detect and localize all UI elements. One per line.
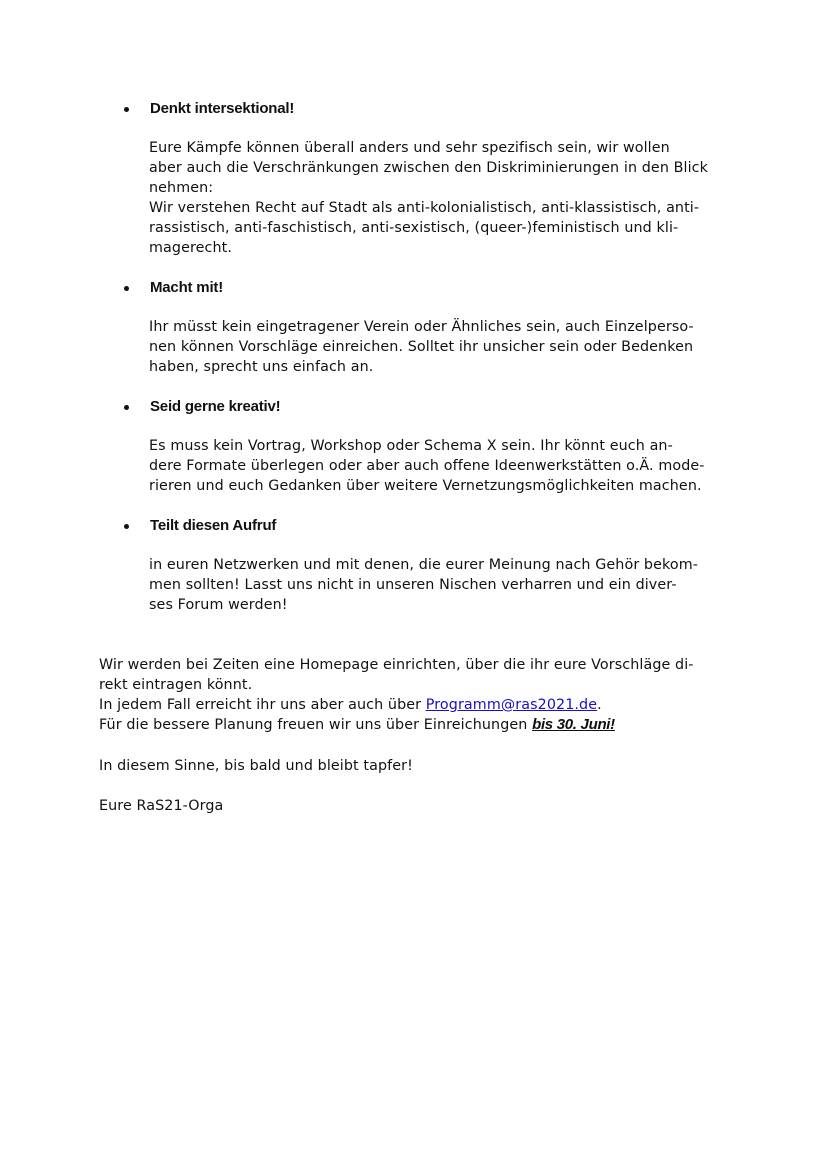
body-line: men sollten! Lasst uns nicht in unseren Nischen verharren und ein diver- xyxy=(149,577,677,593)
bullet-icon xyxy=(124,107,129,112)
signature xyxy=(99,796,739,816)
signature-text: Eure RaS21-Orga xyxy=(99,798,224,814)
section-heading xyxy=(122,278,223,298)
section-heading xyxy=(122,397,280,417)
email-link[interactable]: Programm@ras2021.de xyxy=(425,697,598,713)
body-line: nehmen: xyxy=(149,180,214,196)
body-line: ses Forum werden! xyxy=(149,597,288,613)
farewell xyxy=(99,756,739,776)
homepage-line: Wir werden bei Zeiten eine Homepage einrichten, über die ihr eure Vorschläge di- xyxy=(99,657,694,673)
section-heading xyxy=(122,99,294,119)
homepage-line: rekt eintragen könnt. xyxy=(99,677,253,693)
deadline-line xyxy=(99,715,739,735)
contact-prefix: In jedem Fall erreicht ihr uns aber auch über xyxy=(99,697,426,713)
body-line: Wir verstehen Recht auf Stadt als anti-kolonialistisch, anti-klassistisch, anti- xyxy=(149,200,700,216)
body-line: dere Formate überlegen oder aber auch offene Ideenwerkstätten o.Ä. mode- xyxy=(149,458,705,474)
section-heading-text: Seid gerne kreativ! xyxy=(150,398,281,415)
bullet-icon xyxy=(124,524,129,529)
section-heading-text: Denkt intersektional! xyxy=(150,100,295,117)
section-heading xyxy=(122,516,276,536)
contact-suffix: . xyxy=(597,697,602,713)
body-line: magerecht. xyxy=(149,240,232,256)
deadline-prefix: Für die bessere Planung freuen wir uns über Einreichungen xyxy=(99,717,533,733)
section-body xyxy=(149,138,739,258)
body-line: Ihr müsst kein eingetragener Verein oder Ähnliches sein, auch Einzelperso- xyxy=(149,319,694,335)
closing-paragraph xyxy=(99,655,739,735)
deadline-highlight: bis 30. Juni! xyxy=(532,716,615,733)
section-body xyxy=(149,436,739,496)
contact-line xyxy=(99,695,739,715)
section-body xyxy=(149,317,739,377)
body-line: Eure Kämpfe können überall anders und sehr spezifisch sein, wir wollen xyxy=(149,140,670,156)
farewell-text: In diesem Sinne, bis bald und bleibt tapfer! xyxy=(99,758,413,774)
body-line: haben, sprecht uns einfach an. xyxy=(149,359,374,375)
body-line: in euren Netzwerken und mit denen, die eurer Meinung nach Gehör bekom- xyxy=(149,557,699,573)
body-line: aber auch die Verschränkungen zwischen den Diskriminierungen in den Blick xyxy=(149,160,709,176)
body-line: nen können Vorschläge einreichen. Solltet ihr unsicher sein oder Bedenken xyxy=(149,339,694,355)
body-line: Es muss kein Vortrag, Workshop oder Schema X sein. Ihr könnt euch an- xyxy=(149,438,673,454)
body-line: rassistisch, anti-faschistisch, anti-sexistisch, (queer-)feministisch und kli- xyxy=(149,220,679,236)
section-body xyxy=(149,555,739,615)
section-heading-text: Teilt diesen Aufruf xyxy=(150,517,277,534)
section-heading-text: Macht mit! xyxy=(150,279,224,296)
bullet-icon xyxy=(124,286,129,291)
bullet-icon xyxy=(124,405,129,410)
body-line: rieren und euch Gedanken über weitere Vernetzungsmöglichkeiten machen. xyxy=(149,478,702,494)
